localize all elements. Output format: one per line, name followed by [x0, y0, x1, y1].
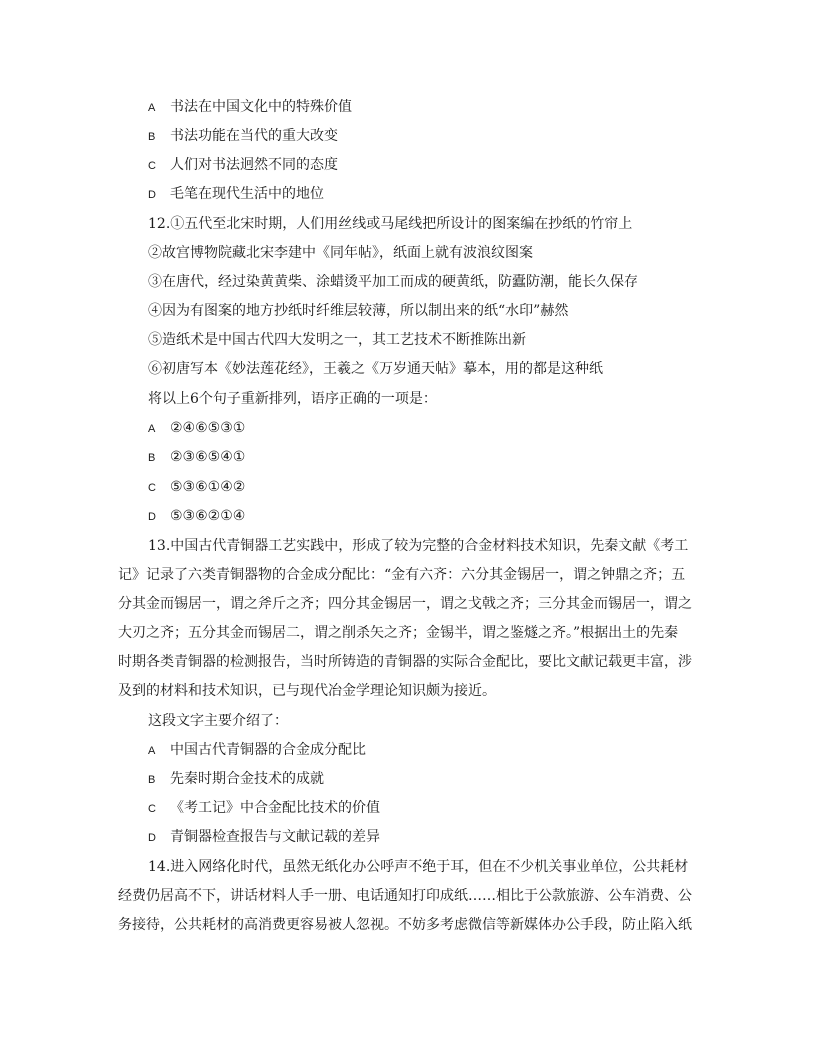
q13-line-2: 记》记录了六类青铜器物的合金成分配比：“金有六齐：六分其金锡居一，谓之钟鼎之齐；五 — [118, 567, 686, 583]
q13-option-b[interactable] — [148, 769, 324, 790]
q12-sentence-6: ⑥初唐写本《妙法莲花经》，王羲之《万岁通天帖》摹本，用的都是这种纸 — [148, 361, 603, 377]
q13-prompt: 这段文字主要介绍了： — [148, 713, 288, 729]
option-letter: C — [148, 160, 156, 172]
option-letter: D — [148, 511, 156, 523]
option-letter: B — [148, 774, 156, 786]
q13-option-d[interactable] — [148, 827, 380, 848]
q11-option-c[interactable] — [148, 155, 338, 176]
q12-option-a[interactable] — [148, 418, 245, 439]
q12-sentence-2: ②故宫博物院藏北宋李建中《同年帖》，纸面上就有波浪纹图案 — [148, 245, 533, 261]
option-text: ②③⑥⑤④① — [170, 449, 246, 465]
option-letter: B — [148, 452, 156, 464]
q11-option-d[interactable] — [148, 184, 324, 205]
option-text: ②④⑥⑤③① — [170, 420, 246, 436]
q14-line-3: 务接待，公共耗材的高消费更容易被人忽视。不妨多考虑微信等新媒体办公手段，防止陷入纸 — [118, 917, 692, 933]
q14-line-1: 14.进入网络化时代，虽然无纸化办公呼声不绝于耳，但在不少机关事业单位，公共耗材 — [148, 859, 689, 875]
option-text: ⑤③⑥②①④ — [170, 508, 246, 524]
q12-option-b[interactable] — [148, 447, 245, 468]
option-letter: D — [148, 189, 156, 201]
q11-option-a[interactable] — [148, 97, 352, 118]
q11-option-b[interactable] — [148, 126, 338, 147]
q13-option-a[interactable] — [148, 740, 366, 761]
q12-option-c[interactable] — [148, 477, 245, 498]
option-text: 书法在中国文化中的特殊价值 — [170, 99, 352, 115]
q13-line-6: 及到的材料和技术知识，已与现代冶金学理论知识颇为接近。 — [118, 683, 496, 699]
option-text: 《考工记》中合金配比技术的价值 — [170, 800, 380, 816]
q13-line-4: 大刃之齐；五分其金而锡居二，谓之削杀矢之齐；金锡半，谓之鉴燧之齐。”根据出土的先秦 — [118, 625, 679, 641]
q13-line-5: 时期各类青铜器的检测报告，当时所铸造的青铜器的实际合金配比，要比文献记载更丰富，涉 — [118, 654, 692, 670]
q12-sentence-1: 12.①五代至北宋时期，人们用丝线或马尾线把所设计的图案编在抄纸的竹帘上 — [148, 216, 633, 232]
q12-sentence-4: ④因为有图案的地方抄纸时纤维层较薄，所以制出来的纸“水印”赫然 — [148, 303, 569, 319]
q12-sentence-3: ③在唐代，经过染黄黄柴、涂蜡烫平加工而成的硬黄纸，防蠹防潮，能长久保存 — [148, 274, 638, 290]
option-letter: D — [148, 832, 156, 844]
q12-prompt: 将以上6个句子重新排列，语序正确的一项是： — [148, 391, 437, 407]
option-text: 先秦时期合金技术的成就 — [170, 771, 324, 787]
q13-line-1: 13.中国古代青铜器工艺实践中，形成了较为完整的合金材料技术知识，先秦文献《考工 — [148, 538, 689, 554]
option-text: ⑤③⑥①④② — [170, 479, 246, 495]
option-text: 中国古代青铜器的合金成分配比 — [170, 742, 366, 758]
q13-line-3: 分其金而锡居一，谓之斧斤之齐；四分其金锡居一，谓之戈戟之齐；三分其金而锡居一，谓之 — [118, 596, 692, 612]
option-text: 毛笔在现代生活中的地位 — [170, 186, 324, 202]
option-text: 人们对书法迥然不同的态度 — [170, 157, 338, 173]
option-letter: C — [148, 482, 156, 494]
option-letter: C — [148, 803, 156, 815]
q13-option-c[interactable] — [148, 798, 380, 819]
q12-sentence-5: ⑤造纸术是中国古代四大发明之一，其工艺技术不断推陈出新 — [148, 332, 526, 348]
option-text: 书法功能在当代的重大改变 — [170, 128, 338, 144]
option-letter: A — [148, 102, 156, 114]
option-letter: B — [148, 131, 156, 143]
option-text: 青铜器检查报告与文献记载的差异 — [170, 829, 380, 845]
q12-option-d[interactable] — [148, 506, 245, 527]
q14-line-2: 经费仍居高不下，讲话材料人手一册、电话通知打印成纸……相比于公款旅游、公车消费、公 — [118, 888, 692, 904]
option-letter: A — [148, 423, 156, 435]
option-letter: A — [148, 745, 156, 757]
